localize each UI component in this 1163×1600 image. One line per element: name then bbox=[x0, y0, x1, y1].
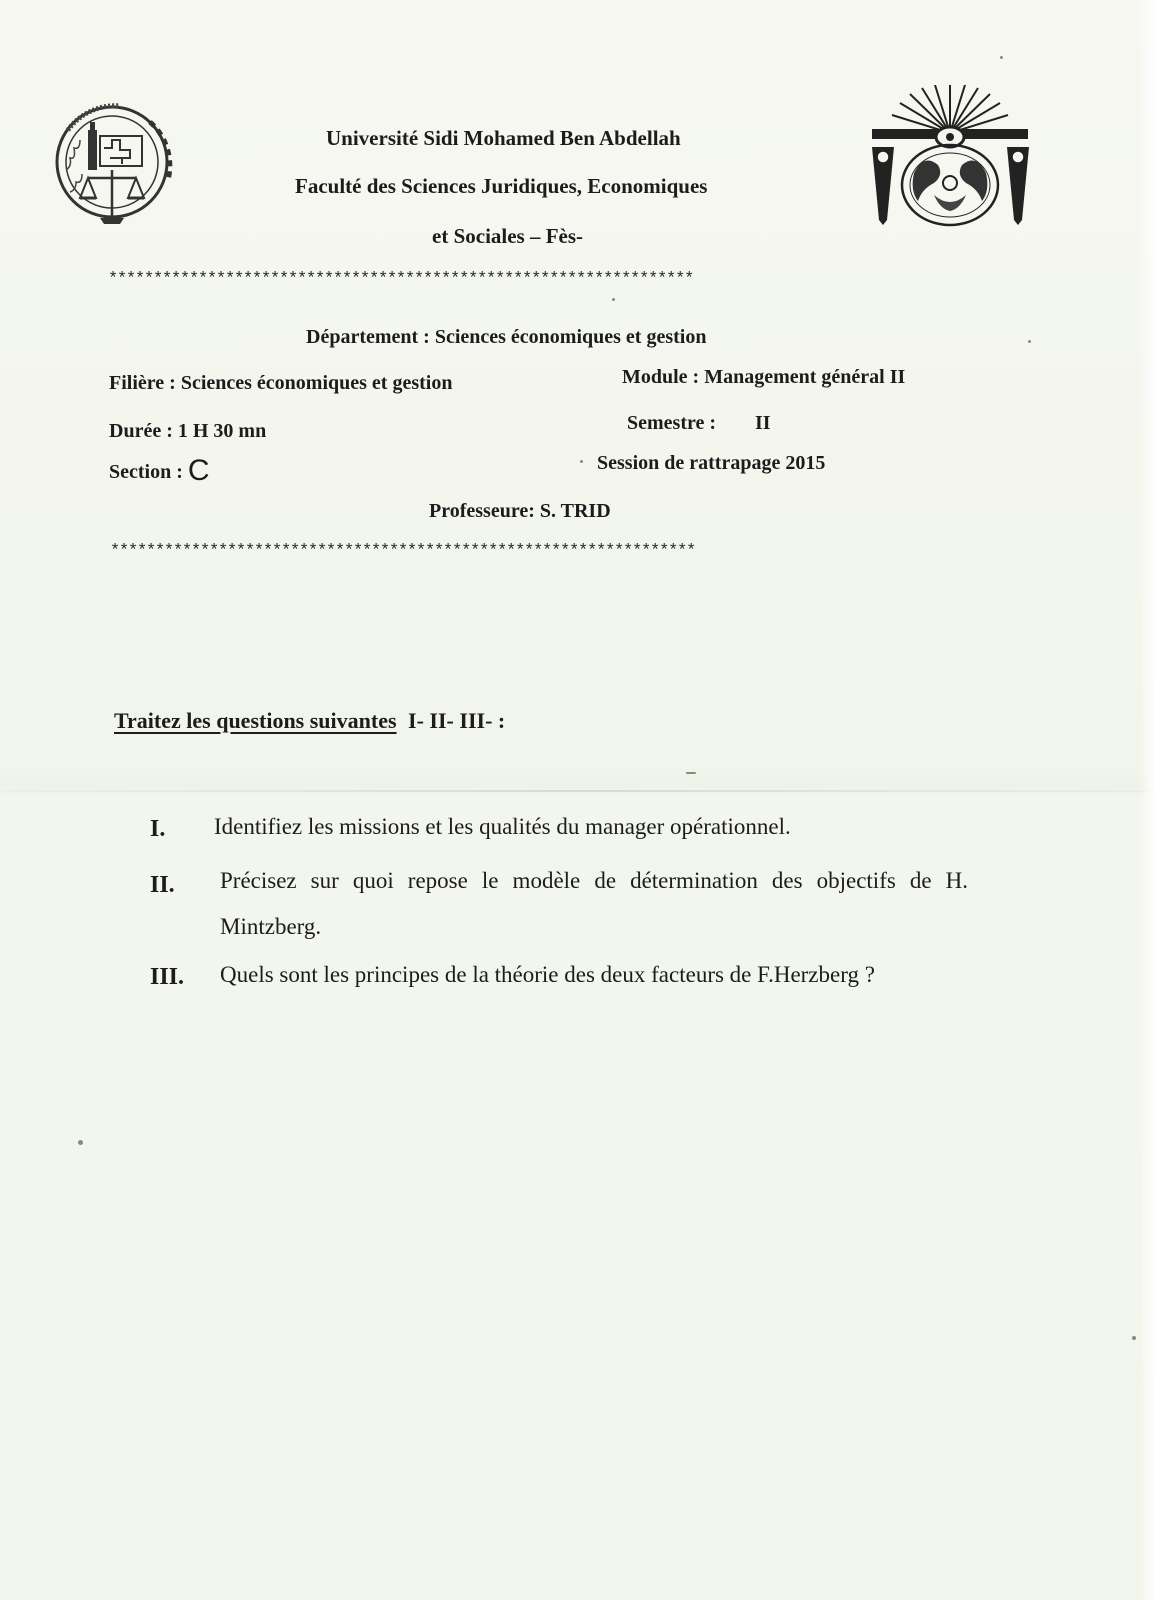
scan-speck bbox=[612, 298, 615, 301]
question-text: Précisez sur quoi repose le modèle de détermination des objectifs de H. Mintzberg. bbox=[220, 868, 968, 939]
faculty-name-line1: Faculté des Sciences Juridiques, Economiques bbox=[295, 174, 708, 198]
instruction bbox=[114, 708, 505, 734]
filiere: Filière : Sciences économiques et gestion bbox=[109, 372, 453, 394]
question-text: Identifiez les missions et les qualités du manager opérationnel. bbox=[214, 814, 791, 839]
scan-speck bbox=[686, 772, 696, 774]
paper-edge bbox=[1139, 0, 1163, 1600]
section bbox=[109, 454, 210, 488]
section-value: C bbox=[187, 454, 210, 487]
semestre-label: Semestre : bbox=[627, 412, 717, 434]
question-number: II. bbox=[150, 872, 175, 898]
semestre-value: II bbox=[755, 412, 771, 434]
faculty-logo-icon bbox=[50, 100, 175, 235]
duree: Durée : 1 H 30 mn bbox=[109, 420, 267, 442]
paper-fold bbox=[0, 790, 1163, 792]
question-number: III. bbox=[150, 964, 185, 990]
faculty-name-line2: et Sociales – Fès- bbox=[432, 224, 584, 248]
scan-speck bbox=[1028, 340, 1031, 343]
scan-speck bbox=[580, 460, 583, 463]
section-label: Section : bbox=[109, 461, 183, 483]
instruction-rest: I- II- III- : bbox=[408, 708, 506, 733]
scan-speck bbox=[1132, 1336, 1136, 1340]
scan-speck bbox=[1000, 56, 1003, 59]
professeure: Professeure: S. TRID bbox=[429, 500, 611, 522]
separator-top: ***************************************************************** bbox=[108, 270, 694, 289]
module: Module : Management général II bbox=[622, 366, 906, 388]
university-logo-icon bbox=[868, 85, 1033, 230]
session: Session de rattrapage 2015 bbox=[597, 452, 826, 474]
question-number: I. bbox=[150, 816, 166, 842]
instruction-underlined: Traitez les questions suivantes bbox=[114, 708, 397, 733]
university-name: Université Sidi Mohamed Ben Abdellah bbox=[326, 126, 681, 150]
question-text: Quels sont les principes de la théorie des deux facteurs de F.Herzberg ? bbox=[220, 962, 875, 987]
scan-speck bbox=[78, 1140, 83, 1145]
separator-bottom: ***************************************************************** bbox=[110, 542, 696, 561]
departement: Département : Sciences économiques et gestion bbox=[306, 326, 707, 348]
